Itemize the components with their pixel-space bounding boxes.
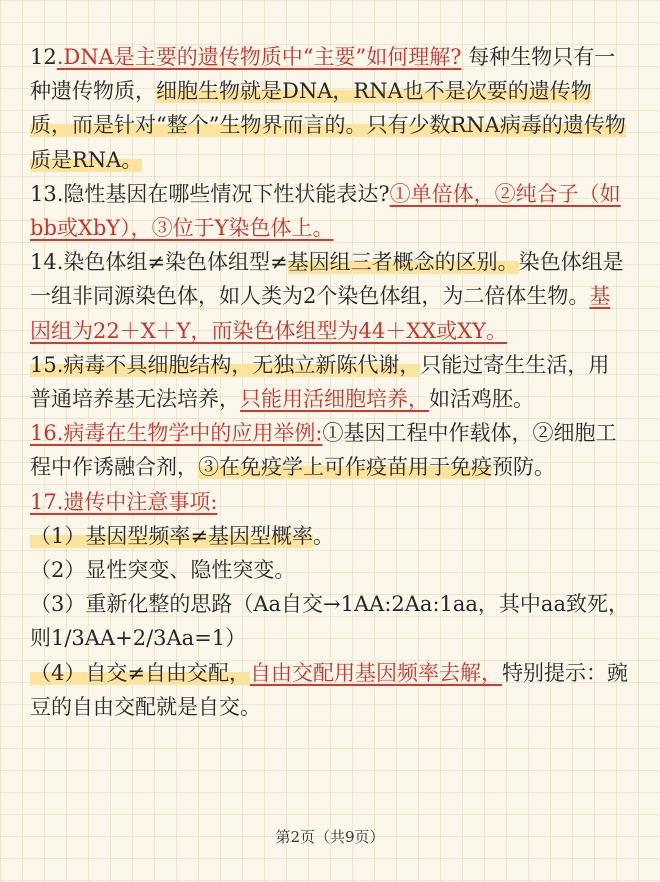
item-15-answer-1: 只能过寄生生活，用普通培养基无法培养，	[30, 352, 610, 412]
item-12-answer-2: 细胞生物就是DNA，RNA也不是次要的遗传物质，而是针对“整个”生物界而言的。只有少数	[30, 79, 592, 138]
item-17-sub-2: （2）显性突变、隐性突变。	[30, 558, 296, 583]
item-12-question: .DNA是主要的遗传物质中“主要”如何理解?	[56, 45, 462, 69]
item-15	[30, 348, 630, 416]
item-15-answer-2: 只能用活细胞培养，	[240, 387, 429, 412]
item-14-question: 14.染色体组≠染色体组型≠	[30, 250, 288, 275]
item-14-question-2: 基因组三者概念的区别。	[287, 250, 519, 275]
item-14	[30, 245, 630, 348]
item-13-answer: ①单倍体，②纯合子（如bb或XbY），③位于Y染色体上。	[30, 181, 621, 241]
item-12-answer-3: RNA病毒的遗传物质是RNA。	[30, 113, 626, 172]
item-15-answer-3: 如活鸡胚。	[429, 387, 534, 412]
item-17-sub-3: （3）重新化整的思路（Aa自交→1AA:2Aa:1aa，其中aa致死，则1/3AA+2/3Aa=1）	[30, 592, 629, 651]
item-17-question: 17.遗传中注意事项:	[30, 489, 218, 514]
item-15-question: 15.病毒不具细胞结构，无独立新陈代谢，	[30, 352, 421, 377]
item-17-sub-4	[30, 656, 630, 724]
item-12	[30, 40, 630, 177]
item-13	[30, 177, 630, 245]
item-16-question: 16.病毒在生物学中的应用举例:	[30, 421, 323, 446]
item-16-answer-1: ①基因工程中作载体，②细胞工程中作诱融合剂，	[30, 421, 617, 480]
note-content	[30, 40, 630, 724]
item-17-sub-4-text: （4）自交≠自由交配，	[30, 660, 250, 685]
item-17	[30, 485, 630, 519]
item-12-answer-1: 每种生物只有一种遗传物质，	[30, 45, 616, 104]
item-12-number: 12	[30, 45, 57, 69]
item-14-answer-1: 染色体组是一组非同源染色体，如人类为2个染色体组，为二倍体生物。	[30, 250, 624, 309]
page-number: 第2页（共9页）	[275, 828, 385, 846]
item-16-answer-2: ③在免疫学上可作疫苗用于免疫	[198, 455, 492, 480]
item-17-sub-4-emph: 自由交配用基因频率去解，	[249, 660, 502, 685]
item-16-answer-3: 预防。	[492, 455, 555, 480]
item-14-answer-2: 基因组为22＋X＋Y，而染色体组型为44＋XX或XY。	[30, 284, 611, 343]
item-17-sub-4-tail: 特别提示：豌豆的自由交配就是自交。	[30, 660, 628, 719]
item-17-sub-1	[30, 519, 630, 553]
item-17-sub-1-text: （1）基因型频率≠基因型概率	[30, 523, 313, 548]
item-13-question: 13.隐性基因在哪些情况下性状能表达?	[30, 181, 390, 206]
item-17-sub-1-end: 。	[312, 523, 334, 548]
item-16	[30, 416, 630, 484]
